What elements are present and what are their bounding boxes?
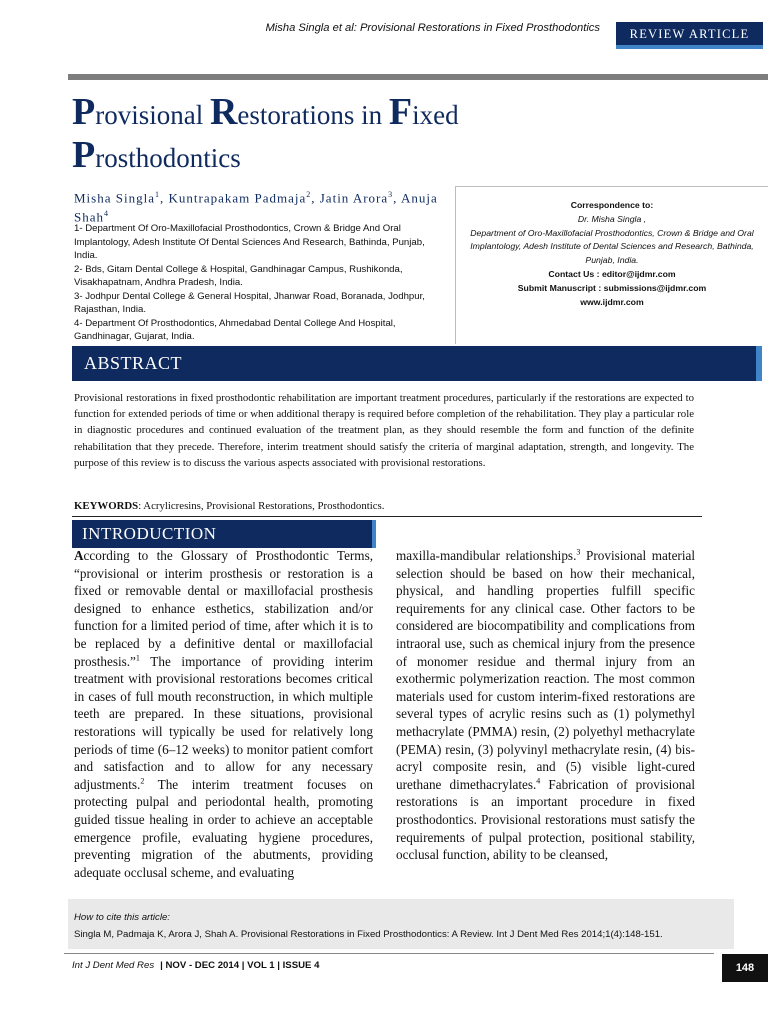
author-name: Kuntrapakam Padmaja: [168, 190, 307, 206]
affiliation-item: 2- Bds, Gitam Dental College & Hospital, Gandhinagar Campus, Rushikonda, Visakhapatnam, Andhra Pradesh, India.: [74, 263, 403, 288]
abstract-heading-bar: [72, 346, 762, 381]
contact-email[interactable]: Contact Us : editor@ijdmr.com: [548, 268, 676, 279]
article-title: Provisional Restorations in Fixed Prosthodontics: [72, 91, 459, 176]
correspondence-name: Dr. Misha Singla ,: [577, 213, 647, 224]
author-name: Jatin Arora: [319, 190, 389, 206]
introduction-heading: INTRODUCTION: [82, 524, 217, 543]
reference-marker: 4: [536, 776, 541, 786]
article-type-badge: REVIEW ARTICLE: [616, 22, 763, 49]
body-column-left: According to the Glossary of Prosthodontic Terms, “provisional or interim prosthesis or restoration is a fixed or removable dental or maxillofacial prosthesis designed to enhance esthetics, stabilization and/or function for a limited period of time, after which it is to be replaced by a definitive dental or maxillofacial prosthesis.”$^1$ The importance of providing interim treatment with provisional restorations becomes critical in cases of full mouth reconstruction, in which multiple teeth are prepared. In these situations, provisional restorations will typically be used for relatively long periods of time (6–12 weeks) to monitor patient comfort and satisfaction and to allow for any necessary adjustments.$^2$ The interim treatment focuses on protecting pulpal and periodontal health, promoting guided tissue healing in order to achieve an acceptable emergence profile, evaluating hygiene procedures, preventing migration of the abutments, providing adequate occlusal scheme, and evaluating: [74, 548, 373, 880]
correspondence-heading: Correspondence to:: [570, 200, 654, 210]
page-footer: [72, 960, 319, 971]
affiliation-item: 3- Jodhpur Dental College & General Hospital, Jhanwar Road, Boranada, Jodhpur, Rajasthan, India.: [74, 290, 425, 315]
affiliation-list: [74, 222, 449, 344]
author-list: Misha Singla$^1$, Kuntrapakam Padmaja$^2$, Jatin Arora$^3$, Anuja Shah$^4$: [74, 190, 438, 225]
abstract-text: Provisional restorations in fixed prosthodontic rehabilitation are important treatment procedures, particularly if the restorations are expected to function for extended periods of time or when additional therapy is required before completion of the rehabilitation. They play a particular role in diagnostic procedures and continued evaluation of the treatment plan, as they should resemble the form and function of the definite rehabilitation that they precede. Therefore, interim treatment should satisfy the criteria of marginal adaptation, strength, and longevity. The purpose of this review is to discuss the various aspects associated with provisional restorations.: [74, 392, 694, 469]
submission-email[interactable]: Submit Manuscript : submissions@ijdmr.com: [517, 282, 707, 293]
author-name: Misha Singla: [74, 190, 155, 206]
correspondence-department: Department of Oro-Maxillofacial Prosthodontics, Crown & Bridge and Oral Implantology, Adesh Institute of Dental Sciences and Research, Bathinda, Punjab, India.: [470, 227, 754, 266]
page-number: 148: [722, 954, 768, 982]
footer-issue-info: NOV - DEC 2014 | VOL 1 | ISSUE 4: [165, 960, 320, 971]
running-head: Misha Singla et al: Provisional Restorations in Fixed Prosthodontics: [265, 22, 600, 34]
affiliation-item: 1- Department Of Oro-Maxillofacial Prosthodontics, Crown & Bridge And Oral Implantology, Adesh Institute Of Dental Sciences And Research, Bathinda, Punjab, India.: [74, 223, 425, 261]
introduction-heading-bar: [72, 520, 376, 548]
footer-journal-name: Int J Dent Med Res: [72, 960, 155, 971]
body-column-right: maxilla-mandibular relationships.$^3$ Provisional material selection should be based on how their mechanical, physical, and handling properties fulfill specific requirements for any clinical case. Other factors to be considered are biocompatibility and complications from intraoral use, such as chemical injury from the presence of monomer residue and thermal injury from an exothermic polymerization reaction. The most common materials used for custom interim-fixed restorations are several types of acrylic resins such as (1) polymethyl methacrylate (PMMA) resin, (2) polyethyl methacrylate (PEMA) resin, (3) polyvinyl methacrylate resin, (4) bis-acryl composite resin, and (5) visible light-cured urethane dimethacrylates.$^4$ Fabrication of provisional restorations is an important procedure in fixed prosthodontics. Provisional restorations must satisfy the requirements of pulpal protection, positional stability, occlusal function, ability to be cleansed,: [396, 547, 695, 863]
citation-box: [68, 899, 734, 949]
keywords-divider: [72, 516, 702, 517]
keywords: KEYWORDS: Acrylicresins, Provisional Restorations, Prosthodontics.: [74, 500, 385, 512]
reference-marker: 1: [135, 653, 140, 663]
journal-website-link[interactable]: www.ijdmr.com: [580, 296, 644, 307]
author-name: Anuja Shah: [74, 190, 438, 225]
reference-marker: 2: [140, 776, 145, 786]
footer-separator: |: [160, 960, 163, 971]
correspondence-box: [455, 186, 768, 344]
affiliation-item: 4- Department Of Prosthodontics, Ahmedabad Dental College And Hospital, Gandhinagar, Gujarat, India.: [74, 317, 396, 342]
reference-marker: 3: [576, 547, 581, 557]
header-divider: [68, 74, 768, 80]
footer-divider: [64, 953, 714, 954]
abstract-heading: ABSTRACT: [84, 353, 183, 373]
citation-label: How to cite this article:: [74, 912, 170, 923]
citation-text: Singla M, Padmaja K, Arora J, Shah A. Provisional Restorations in Fixed Prosthodontics: A Review. Int J Dent Med Res 2014;1(4):148-151.: [74, 929, 663, 940]
